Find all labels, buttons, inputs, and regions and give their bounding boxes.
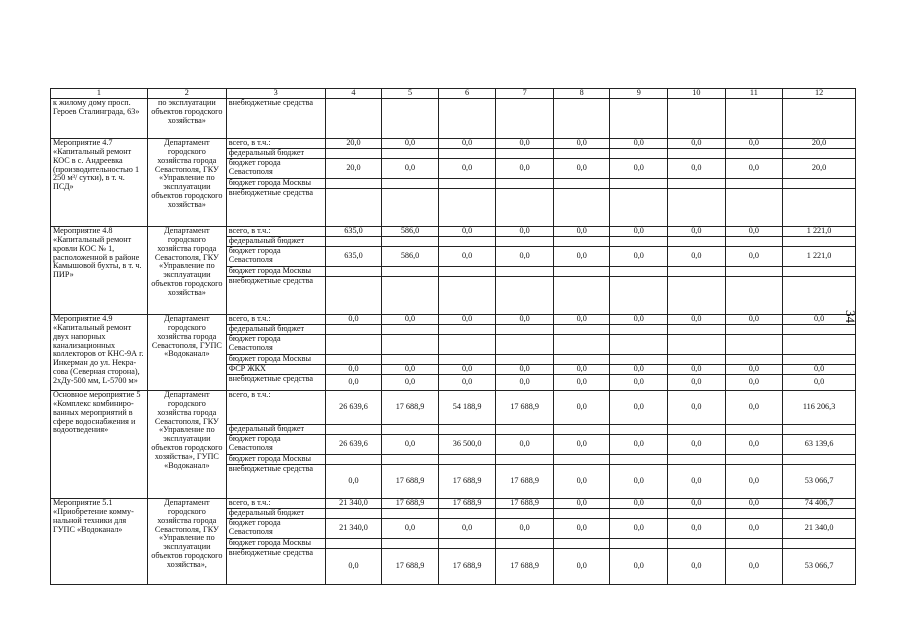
value-cell: 0,0 [610,315,668,325]
value-cell: 0,0 [553,499,610,509]
header-cell: 12 [783,89,856,99]
value-cell: 0,0 [553,227,610,237]
page-number: 34 [843,310,858,323]
funding-source: бюджет города Москвы [226,539,325,549]
value-cell: 20,0 [783,159,856,179]
value-cell: 0,0 [325,465,382,499]
funding-source: внебюджетные средства [226,375,325,391]
value-cell: 0,0 [725,247,783,267]
funding-source: всего, в т.ч.: [226,227,325,237]
event-name: Мероприятие 4.9 «Капитальный ремонт двух напорных канализационных коллекторов от КНС-9А г. Инкерман до ул. Некра-сова (Северная сторона), 2хДу-500 мм, L-5700 м» [51,315,148,391]
value-cell: 0,0 [438,159,496,179]
table-row [51,391,856,425]
value-cell: 0,0 [783,365,856,375]
value-cell: 0,0 [668,435,726,455]
value-cell: 0,0 [553,247,610,267]
value-cell: 0,0 [668,391,726,425]
value-cell: 0,0 [610,465,668,499]
funding-source: бюджет города Москвы [226,455,325,465]
value-cell: 0,0 [668,247,726,267]
funding-source-label: бюджет города Севастополя [228,434,281,452]
value-cell: 0,0 [725,375,783,391]
value-cell: 20,0 [325,139,382,149]
responsible: Департамент городского хозяйства города Севастополя, ГКУ «Управление по эксплуатации объектов городского хозяйства», ГУПС «Водоканал» [147,391,226,499]
value-cell: 0,0 [668,159,726,179]
header-cell: 10 [668,89,726,99]
value-cell: 0,0 [610,435,668,455]
funding-source: бюджет города Москвы [226,267,325,277]
value-cell: 0,0 [553,549,610,585]
funding-source: федеральный бюджет [226,149,325,159]
funding-source-label: бюджет города Севастополя [228,158,281,176]
event-name: Мероприятие 5.1 «Приобретение комму-нальной техники для ГУПС «Водоканал» [51,499,148,585]
value-cell: 586,0 [382,247,439,267]
value-cell: 0,0 [610,391,668,425]
value-cell: 21 340,0 [325,499,382,509]
value-cell: 0,0 [382,139,439,149]
value-cell: 0,0 [382,435,439,455]
value-cell: 0,0 [668,227,726,237]
value-cell: 0,0 [610,227,668,237]
value-cell: 0,0 [438,315,496,325]
value-cell: 0,0 [496,247,554,267]
value-cell: 0,0 [725,435,783,455]
funding-source: федеральный бюджет [226,237,325,247]
budget-table [50,88,856,585]
value-cell: 26 639,6 [325,435,382,455]
header-cell: 3 [226,89,325,99]
value-cell: 0,0 [725,519,783,539]
funding-source: всего, в т.ч.: [226,391,325,425]
value-cell: 0,0 [325,365,382,375]
funding-source [226,435,325,455]
value-cell: 0,0 [668,375,726,391]
value-cell: 0,0 [725,549,783,585]
value-cell: 0,0 [553,435,610,455]
funding-source: ФСР ЖКХ [226,365,325,375]
responsible: Департамент городского хозяйства города Севастополя, ГКУ «Управление по эксплуатации объектов городского хозяйства» [147,227,226,315]
value-cell: 0,0 [725,159,783,179]
value-cell: 0,0 [496,435,554,455]
value-cell: 17 688,9 [496,391,554,425]
value-cell: 74 406,7 [783,499,856,509]
responsible: Департамент городского хозяйства города Севастополя, ГКУ «Управление по эксплуатации объектов городского хозяйства» [147,139,226,227]
value-cell: 0,0 [553,375,610,391]
value-cell: 21 340,0 [783,519,856,539]
value-cell: 0,0 [610,365,668,375]
value-cell: 0,0 [496,227,554,237]
value-cell: 0,0 [382,519,439,539]
value-cell: 0,0 [610,499,668,509]
value-cell: 53 066,7 [783,549,856,585]
value-cell: 0,0 [668,139,726,149]
value-cell: 0,0 [325,375,382,391]
responsible: по эксплуатации объектов городского хозяйства» [147,99,226,139]
header-cell: 11 [725,89,783,99]
value-cell: 17 688,9 [496,499,554,509]
funding-source-label: бюджет города Севастополя [228,334,281,352]
value-cell: 0,0 [610,519,668,539]
value-cell: 0,0 [438,247,496,267]
value-cell: 63 139,6 [783,435,856,455]
value-cell: 0,0 [438,365,496,375]
funding-source [226,159,325,179]
value-cell: 1 221,0 [783,227,856,237]
value-cell: 0,0 [553,365,610,375]
header-row [51,89,856,99]
value-cell: 0,0 [438,139,496,149]
table-row [51,315,856,325]
value-cell: 586,0 [382,227,439,237]
event-name: Мероприятие 4.8 «Капитальный ремонт кровли КОС № 1, расположенной в районе Камышовой бухты, в т. ч. ПИР» [51,227,148,315]
value-cell: 20,0 [325,159,382,179]
value-cell: 0,0 [325,549,382,585]
funding-source: всего, в т.ч.: [226,139,325,149]
value-cell: 0,0 [382,375,439,391]
funding-source: федеральный бюджет [226,425,325,435]
funding-source: всего, в т.ч.: [226,499,325,509]
value-cell: 0,0 [553,465,610,499]
header-cell: 2 [147,89,226,99]
value-cell: 36 500,0 [438,435,496,455]
value-cell: 0,0 [382,365,439,375]
value-cell: 0,0 [496,519,554,539]
value-cell: 635,0 [325,227,382,237]
value-cell: 0,0 [325,315,382,325]
value-cell: 0,0 [725,315,783,325]
value-cell: 0,0 [668,549,726,585]
funding-source-label: бюджет города Севастополя [228,246,281,264]
value-cell: 0,0 [668,365,726,375]
event-name: Основное мероприятие 5 «Комплекс комбиниро-ванных мероприятий в сфере водоснабжения и водоотведения» [51,391,148,499]
value-cell: 0,0 [783,375,856,391]
header-cell: 1 [51,89,148,99]
value-cell: 0,0 [553,315,610,325]
responsible: Департамент городского хозяйства города Севастополя, ГУПС «Водоканал» [147,315,226,391]
value-cell: 17 688,9 [438,549,496,585]
header-cell: 7 [496,89,554,99]
value-cell: 0,0 [610,247,668,267]
funding-source: внебюджетные средства [226,99,325,139]
value-cell: 17 688,9 [382,465,439,499]
header-cell: 8 [553,89,610,99]
funding-source [226,247,325,267]
value-cell: 0,0 [725,499,783,509]
funding-source: внебюджетные средства [226,277,325,315]
value-cell: 0,0 [725,465,783,499]
value-cell: 0,0 [496,375,554,391]
value-cell: 0,0 [610,159,668,179]
funding-source: внебюджетные средства [226,549,325,585]
value-cell: 0,0 [438,227,496,237]
value-cell: 0,0 [668,315,726,325]
value-cell: 54 188,9 [438,391,496,425]
value-cell: 0,0 [496,315,554,325]
value-cell: 0,0 [553,519,610,539]
funding-source [226,335,325,355]
value-cell: 116 206,3 [783,391,856,425]
value-cell: 0,0 [725,391,783,425]
value-cell: 0,0 [725,139,783,149]
table-row [51,99,856,139]
funding-source: всего, в т.ч.: [226,315,325,325]
value-cell: 17 688,9 [438,499,496,509]
header-cell: 5 [382,89,439,99]
value-cell: 17 688,9 [496,465,554,499]
value-cell: 0,0 [496,159,554,179]
value-cell: 20,0 [783,139,856,149]
value-cell: 17 688,9 [382,499,439,509]
value-cell: 17 688,9 [496,549,554,585]
value-cell: 0,0 [610,139,668,149]
funding-source: внебюджетные средства [226,189,325,227]
value-cell: 0,0 [438,519,496,539]
value-cell: 0,0 [668,499,726,509]
funding-source-label: бюджет города Севастополя [228,518,281,536]
funding-source: федеральный бюджет [226,325,325,335]
funding-source [226,519,325,539]
value-cell: 21 340,0 [325,519,382,539]
value-cell: 0,0 [382,315,439,325]
event-name: Мероприятие 4.7 «Капитальный ремонт КОС в с. Андреевка (производительностью 1 250 м³/ сутки), в т. ч. ПСД» [51,139,148,227]
funding-source: бюджет города Москвы [226,355,325,365]
header-cell: 4 [325,89,382,99]
event-name: к жилому дому просп. Героев Сталинграда, 63» [51,99,148,139]
value-cell: 0,0 [553,139,610,149]
funding-source: федеральный бюджет [226,509,325,519]
value-cell: 0,0 [668,465,726,499]
value-cell: 0,0 [553,391,610,425]
value-cell: 0,0 [725,227,783,237]
value-cell: 1 221,0 [783,247,856,267]
funding-source: бюджет города Москвы [226,179,325,189]
value-cell: 17 688,9 [382,391,439,425]
responsible: Департамент городского хозяйства города Севастополя, ГКУ «Управление по эксплуатации объектов городского хозяйства», [147,499,226,585]
value-cell: 0,0 [382,159,439,179]
value-cell: 17 688,9 [382,549,439,585]
value-cell: 0,0 [725,365,783,375]
value-cell: 0,0 [553,159,610,179]
value-cell: 0,0 [496,139,554,149]
value-cell: 0,0 [783,315,856,325]
header-cell: 6 [438,89,496,99]
value-cell: 0,0 [610,375,668,391]
value-cell: 0,0 [438,375,496,391]
table-row [51,139,856,149]
funding-source: внебюджетные средства [226,465,325,499]
value-cell: 0,0 [668,519,726,539]
value-cell: 0,0 [610,549,668,585]
value-cell: 0,0 [496,365,554,375]
value-cell: 635,0 [325,247,382,267]
value-cell: 26 639,6 [325,391,382,425]
header-cell: 9 [610,89,668,99]
table-row [51,227,856,237]
table-row [51,499,856,509]
value-cell: 53 066,7 [783,465,856,499]
value-cell: 17 688,9 [438,465,496,499]
